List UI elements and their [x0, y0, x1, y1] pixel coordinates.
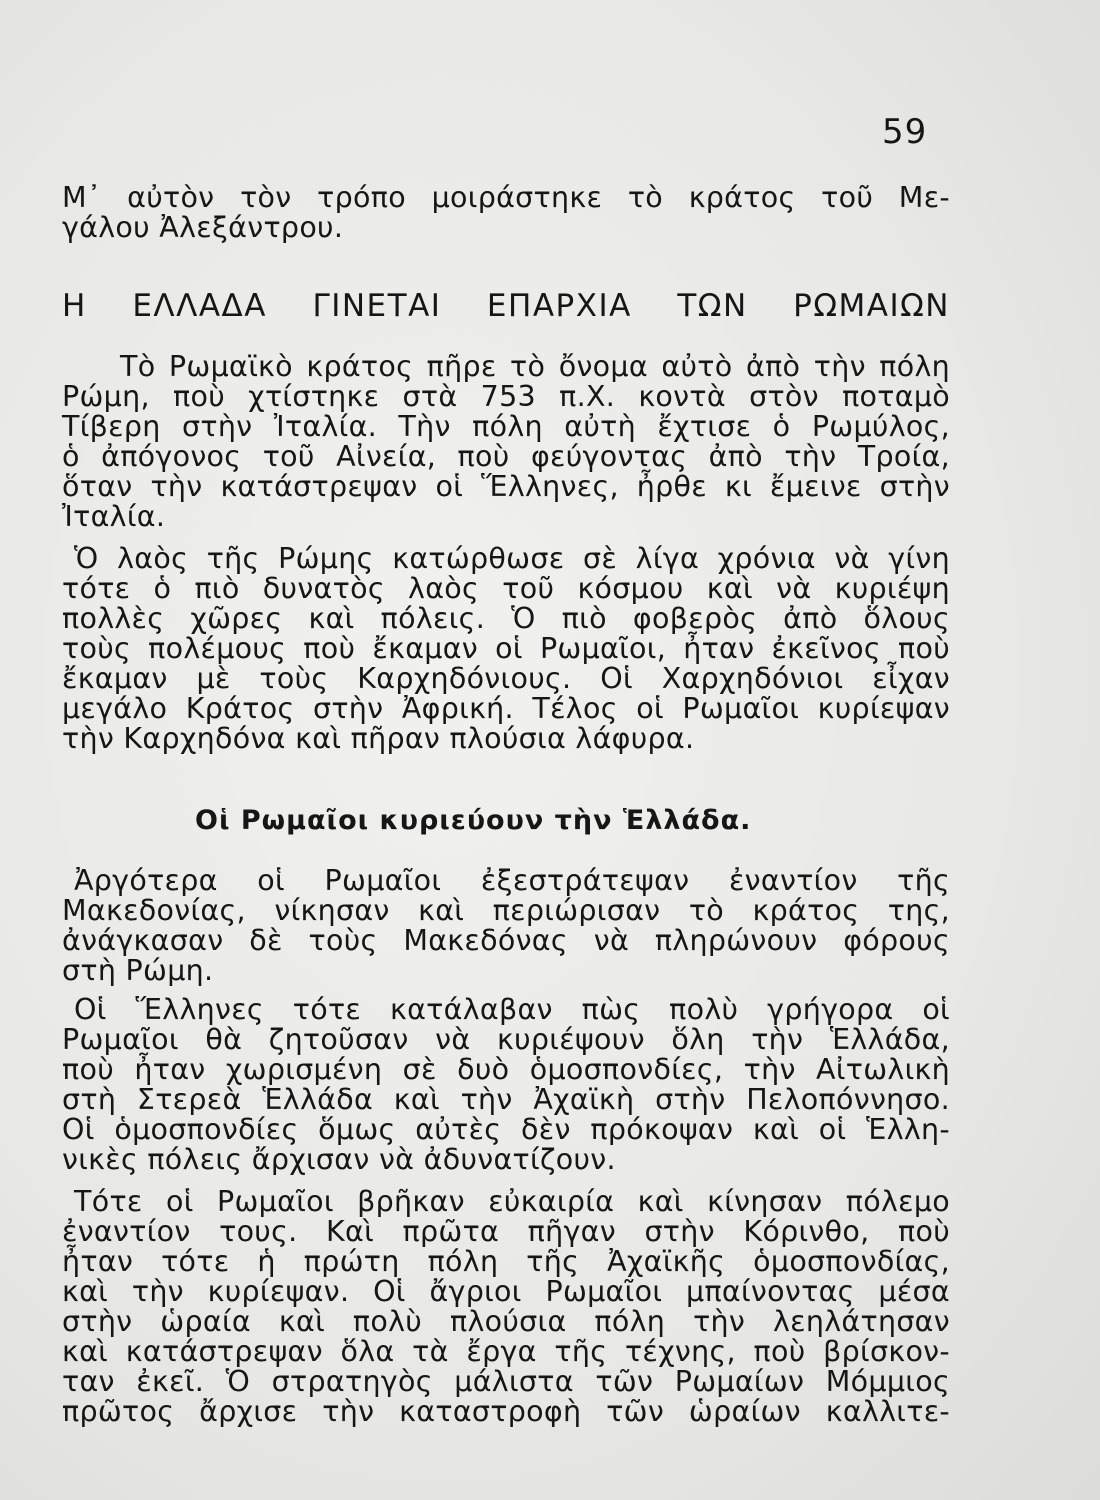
- intro-line: γάλου Ἀλεξάντρου.: [62, 211, 344, 244]
- paragraph-line: Τὸ Ρωμαϊκὸ κράτος πῆρε τὸ ὄνομα αὐτὸ ἀπὸ τὴν πόλη: [120, 350, 950, 383]
- paragraph-1: [62, 352, 950, 532]
- paragraph-line: Ρωμαῖοι θὰ ζητοῦσαν νὰ κυριέψουν ὅλη τὴν Ἑλλάδα,: [62, 1023, 950, 1056]
- paragraph-line: ποὺ ἦταν χωρισμένη σὲ δυὸ ὁμοσπονδίες, τὴν Αἰτωλικὴ: [62, 1053, 950, 1086]
- paragraph-4: [62, 995, 950, 1175]
- paragraph-line: ἔκαμαν μὲ τοὺς Καρχηδόνιους. Οἱ Χαρχηδόνιοι εἶχαν: [62, 662, 950, 695]
- intro-line: Μ᾽ αὐτὸν τὸν τρόπο μοιράστηκε τὸ κράτος τοῦ Με-: [62, 181, 950, 214]
- section-title: Οἱ Ρωμαῖοι κυριεύουν τὴν Ἑλλάδα.: [195, 805, 752, 836]
- intro-paragraph: [62, 183, 950, 243]
- paragraph-line: ἀνάγκασαν δὲ τοὺς Μακεδόνας νὰ πληρώνουν φόρους: [62, 924, 950, 957]
- paragraph-line: Ρώμη, ποὺ χτίστηκε στὰ 753 π.Χ. κοντὰ στὸν ποταμὸ: [62, 380, 950, 413]
- paragraph-3: [62, 866, 950, 986]
- paragraph-line: Ὁ λαὸς τῆς Ρώμης κατώρθωσε σὲ λίγα χρόνια νὰ γίνη: [74, 542, 950, 575]
- paragraph-line: στὴ Ρώμη.: [62, 954, 214, 987]
- paragraph-line: στὴν ὡραία καὶ πολὺ πλούσια πόλη τὴν λεηλάτησαν: [62, 1305, 950, 1338]
- paragraph-line: Τότε οἱ Ρωμαῖοι βρῆκαν εὐκαιρία καὶ κίνησαν πόλεμο: [74, 1185, 950, 1218]
- paragraph-line: Οἱ Ἕλληνες τότε κατάλαβαν πὼς πολὺ γρήγορα οἱ: [74, 993, 950, 1026]
- paragraph-5: [62, 1187, 950, 1427]
- paragraph-line: καὶ τὴν κυρίεψαν. Οἱ ἄγριοι Ρωμαῖοι μπαίνοντας μέσα: [62, 1275, 950, 1308]
- paragraph-2: [62, 544, 950, 754]
- paragraph-line: στὴ Στερεὰ Ἑλλάδα καὶ τὴν Ἀχαϊκὴ στὴν Πελοπόννησο.: [62, 1083, 950, 1116]
- paragraph-line: τοὺς πολέμους ποὺ ἔκαμαν οἱ Ρωμαῖοι, ἦταν ἐκεῖνος ποὺ: [62, 632, 950, 665]
- paragraph-line: ἐναντίον τους. Καὶ πρῶτα πῆγαν στὴν Κόρινθο, ποὺ: [62, 1215, 950, 1248]
- paragraph-line: Ἰταλία.: [62, 500, 166, 533]
- paragraph-line: Μακεδονίας, νίκησαν καὶ περιώρισαν τὸ κράτος της,: [62, 894, 950, 927]
- paragraph-line: ὁ ἀπόγονος τοῦ Αἰνεία, ποὺ φεύγοντας ἀπὸ τὴν Τροία,: [62, 440, 950, 473]
- paragraph-line: καὶ κατάστρεψαν ὅλα τὰ ἔργα τῆς τέχνης, ποὺ βρίσκον-: [62, 1335, 950, 1368]
- paragraph-line: νικὲς πόλεις ἄρχισαν νὰ ἀδυνατίζουν.: [62, 1143, 616, 1176]
- paragraph-line: Τίβερη στὴν Ἰταλία. Τὴν πόλη αὐτὴ ἔχτισε ὁ Ρωμύλος,: [62, 410, 950, 443]
- paragraph-line: πολλὲς χῶρες καὶ πόλεις. Ὁ πιὸ φοβερὸς ἀπὸ ὅλους: [62, 602, 950, 635]
- paragraph-line: τότε ὁ πιὸ δυνατὸς λαὸς τοῦ κόσμου καὶ νὰ κυριέψη: [62, 572, 950, 605]
- paragraph-line: πρῶτος ἄρχισε τὴν καταστροφὴ τῶν ὡραίων καλλιτε-: [62, 1395, 950, 1428]
- chapter-title: Η ΕΛΛΑΔΑ ΓΙΝΕΤΑΙ ΕΠΑΡΧΙΑ ΤΩΝ ΡΩΜΑΙΩΝ: [62, 288, 950, 324]
- paragraph-line: ταν ἐκεῖ. Ὁ στρατηγὸς μάλιστα τῶν Ρωμαίων Μόμμιος: [62, 1365, 950, 1398]
- paragraph-line: ἦταν τότε ἡ πρώτη πόλη τῆς Ἀχαϊκῆς ὁμοσπονδίας,: [62, 1245, 950, 1278]
- paragraph-line: μεγάλο Κράτος στὴν Ἀφρική. Τέλος οἱ Ρωμαῖοι κυρίεψαν: [62, 692, 950, 725]
- paragraph-line: Οἱ ὁμοσπονδίες ὅμως αὐτὲς δὲν πρόκοψαν καὶ οἱ Ἑλλη-: [62, 1113, 950, 1146]
- paragraph-line: τὴν Καρχηδόνα καὶ πῆραν πλούσια λάφυρα.: [62, 722, 695, 755]
- paragraph-line: ὅταν τὴν κατάστρεψαν οἱ Ἕλληνες, ἦρθε κι ἔμεινε στὴν: [62, 470, 950, 503]
- paragraph-line: Ἀργότερα οἱ Ρωμαῖοι ἐξεστράτεψαν ἐναντίον τῆς: [74, 864, 950, 897]
- page-number: 59: [882, 112, 928, 152]
